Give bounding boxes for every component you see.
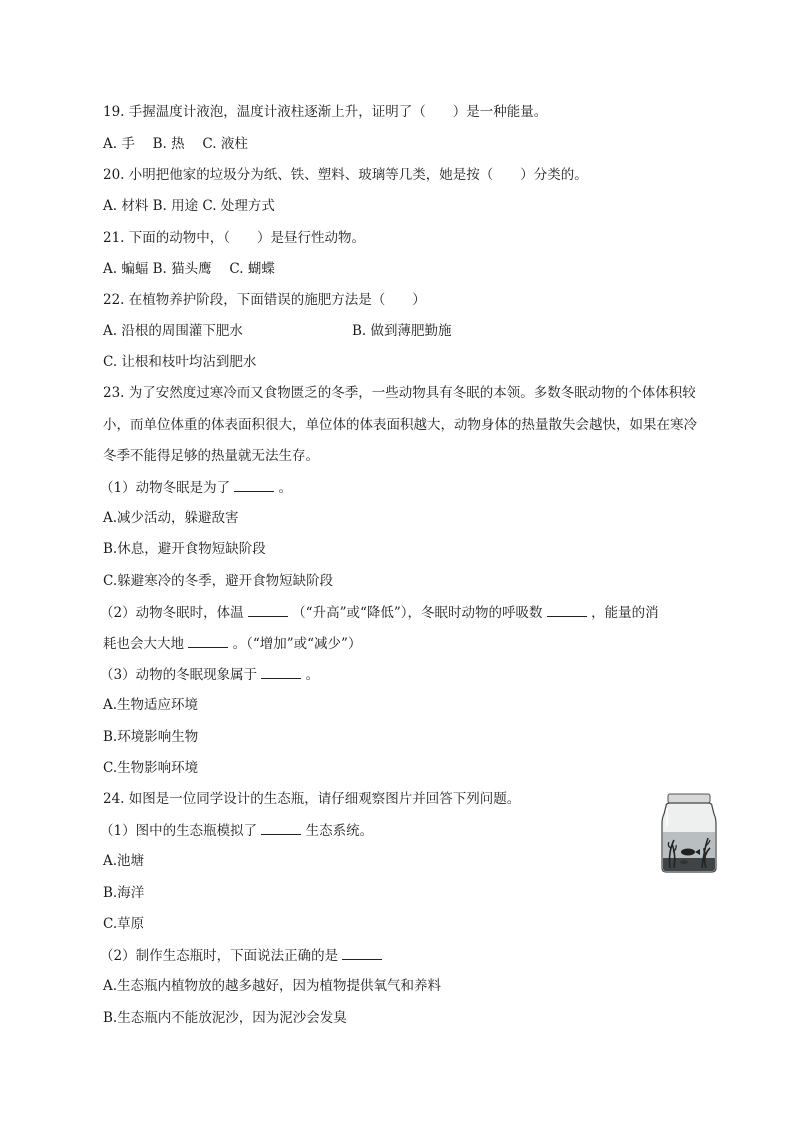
q22-stem: 22. 在植物养护阶段，下面错误的施肥方法是（ ） [103,292,426,308]
q23-part-2-line-1 [100,602,659,623]
answer-blank[interactable] [234,477,274,492]
q23-part-3-option-a: A.生物适应环境 [103,697,199,713]
q23-part-2-text-e: 。（“增加”或“减少”） [228,636,362,652]
q22-option-c: C. 让根和枝叶均沾到肥水 [103,354,257,370]
q24-part-1-end: 生态系统。 [301,823,374,839]
q20-options: A. 材料 B. 用途 C. 处理方式 [103,198,275,214]
q23-stem-line-2: 小，而单位体重的体表面积很大，单位体的体表面积越大，动物身体的热量散失会越快，如果在寒冷 [103,417,697,433]
q23-part-2-line-2 [103,633,361,654]
q19-stem: 19. 手握温度计液泡，温度计液柱逐渐上升，证明了（ ）是一种能量。 [103,104,548,120]
answer-blank[interactable] [342,945,382,960]
answer-blank[interactable] [188,633,228,648]
q23-part-3 [100,664,319,685]
q23-part-2-text-c: ，能量的消 [586,605,659,621]
q23-part-1-end: 。 [274,480,293,496]
q23-part-1 [100,477,292,498]
answer-blank[interactable] [261,664,301,679]
q19-options: A. 手 B. 热 C. 液柱 [103,136,248,152]
q24-part-1-text: （1）图中的生态瓶模拟了 [100,823,262,839]
q23-stem-line-3: 冬季不能得足够的热量就无法生存。 [103,448,319,464]
q23-part-1-option-b: B.休息，避开食物短缺阶段 [103,541,266,557]
answer-blank[interactable] [547,602,587,617]
q24-part-1 [100,820,373,841]
q22-option-a: A. 沿根的周围灌下肥水 [103,323,243,339]
answer-blank[interactable] [261,820,301,835]
q24-part-1-option-c: C.草原 [103,916,145,932]
q21-stem: 21. 下面的动物中，（ ）是昼行性动物。 [103,230,366,246]
q23-part-1-text: （1）动物冬眠是为了 [100,480,235,496]
q23-part-2-text-a: （2）动物冬眠时，体温 [100,605,248,621]
q24-part-1-option-b: B.海洋 [103,885,145,901]
q23-part-2-text-d: 耗也会大大地 [103,636,189,652]
q24-stem: 24. 如图是一位同学设计的生态瓶，请仔细观察图片并回答下列问题。 [103,791,521,807]
q20-stem: 20. 小明把他家的垃圾分为纸、铁、塑料、玻璃等几类，她是按（ ）分类的。 [103,167,588,183]
q23-part-1-option-c: C.躲避寒冷的冬季，避开食物短缺阶段 [103,573,334,589]
q23-part-2-text-b: （“升高”或“降低”），冬眠时动物的呼吸数 [287,605,547,621]
q23-part-3-end: 。 [301,667,320,683]
q24-part-2-option-a: A.生态瓶内植物放的越多越好，因为植物提供氧气和养料 [103,978,442,994]
q21-options: A. 蝙蝠 B. 猫头鹰 C. 蝴蝶 [103,261,275,277]
q24-part-2-text: （2）制作生态瓶时，下面说法正确的是 [100,948,343,964]
q23-part-3-option-c: C.生物影响环境 [103,760,199,776]
q22-option-b: B. 做到薄肥勤施 [352,323,452,339]
q23-part-3-option-b: B.环境影响生物 [103,729,199,745]
q24-part-2 [100,945,382,966]
answer-blank[interactable] [248,602,288,617]
q24-part-1-option-a: A.池塘 [103,853,145,869]
ecological-bottle-image [658,792,720,874]
q23-part-3-text: （3）动物的冬眠现象属于 [100,667,262,683]
q23-stem-line-1: 23. 为了安然度过寒冷而又食物匮乏的冬季，一些动物具有冬眠的本领。多数冬眠动物的个体体积较 [103,385,696,401]
q24-part-2-option-b: B.生态瓶内不能放泥沙，因为泥沙会发臭 [103,1010,347,1026]
q23-part-1-option-a: A.减少活动，躲避敌害 [103,510,239,526]
